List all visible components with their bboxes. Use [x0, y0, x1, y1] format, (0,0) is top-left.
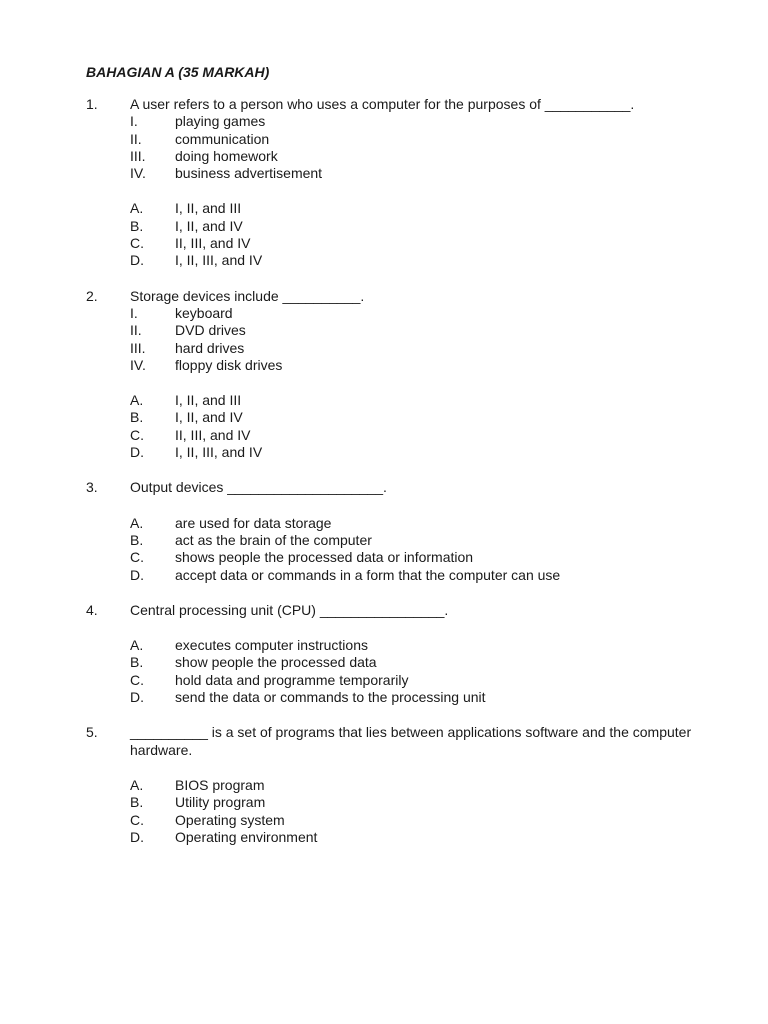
option-text: executes computer instructions: [175, 637, 368, 654]
statement-list: [130, 113, 746, 182]
option-text: Operating system: [175, 811, 285, 828]
exam-page: [86, 62, 746, 864]
statement-text: communication: [175, 130, 270, 147]
statement-item: [130, 148, 746, 165]
option-item[interactable]: [130, 392, 746, 409]
question-text: Storage devices include __________.: [130, 287, 365, 304]
question-text: Output devices ____________________.: [130, 479, 387, 496]
statement-text: keyboard: [175, 304, 233, 321]
option-item[interactable]: [130, 549, 746, 566]
option-label: C.: [130, 671, 144, 688]
option-text: I, II, III, and IV: [175, 444, 263, 461]
option-label: D.: [130, 566, 144, 583]
option-list: [130, 637, 746, 706]
option-item[interactable]: [130, 427, 746, 444]
option-list: [130, 392, 746, 461]
option-label: D.: [130, 252, 144, 269]
option-item[interactable]: [130, 829, 746, 846]
statement-list: [130, 305, 746, 374]
statement-label: IV.: [130, 165, 146, 182]
option-list: [130, 200, 746, 269]
option-label: A.: [130, 392, 144, 409]
statement-label: I.: [130, 113, 138, 130]
question-1: [86, 96, 746, 270]
option-text: I, II, and III: [175, 200, 242, 217]
option-item[interactable]: [130, 672, 746, 689]
question-text: Central processing unit (CPU) ________________.: [130, 601, 449, 618]
statement-item: [130, 322, 746, 339]
section-title: BAHAGIAN A (35 MARKAH): [86, 64, 270, 80]
option-item[interactable]: [130, 637, 746, 654]
option-item[interactable]: [130, 794, 746, 811]
statement-label: IV.: [130, 356, 146, 373]
statement-item: [130, 357, 746, 374]
option-item[interactable]: [130, 812, 746, 829]
option-text: are used for data storage: [175, 514, 332, 531]
option-text: I, II, and IV: [175, 409, 243, 426]
statement-item: [130, 113, 746, 130]
statement-text: playing games: [175, 113, 266, 130]
statement-item: [130, 165, 746, 182]
question-2: [86, 288, 746, 462]
option-label: B.: [130, 794, 144, 811]
option-text: I, II, and III: [175, 392, 242, 409]
statement-text: DVD drives: [175, 322, 246, 339]
option-label: D.: [130, 444, 144, 461]
option-label: A.: [130, 776, 144, 793]
option-label: A.: [130, 637, 144, 654]
option-item[interactable]: [130, 200, 746, 217]
option-item[interactable]: [130, 567, 746, 584]
option-label: C.: [130, 811, 144, 828]
option-item[interactable]: [130, 515, 746, 532]
option-text: BIOS program: [175, 776, 265, 793]
question-number: 3.: [86, 479, 98, 496]
option-item[interactable]: [130, 235, 746, 252]
statement-label: II.: [130, 130, 142, 147]
question-text: A user refers to a person who uses a computer for the purposes of ___________.: [130, 96, 635, 112]
question-number: 2.: [86, 287, 98, 304]
statement-text: business advertisement: [175, 165, 323, 182]
option-item[interactable]: [130, 654, 746, 671]
option-label: C.: [130, 235, 144, 252]
statement-text: floppy disk drives: [175, 356, 283, 373]
option-label: C.: [130, 426, 144, 443]
option-text: accept data or commands in a form that the computer can use: [175, 566, 561, 583]
option-text: Utility program: [175, 794, 266, 811]
option-label: A.: [130, 200, 144, 217]
option-item[interactable]: [130, 409, 746, 426]
option-text: shows people the processed data or information: [175, 549, 474, 566]
option-item[interactable]: [130, 777, 746, 794]
question-text: __________ is a set of programs that lies between applications software and the computer hardware.: [130, 724, 692, 758]
option-label: A.: [130, 514, 144, 531]
option-label: D.: [130, 828, 144, 845]
option-text: I, II, III, and IV: [175, 252, 263, 269]
option-text: show people the processed data: [175, 654, 377, 671]
option-label: B.: [130, 217, 144, 234]
option-text: I, II, and IV: [175, 217, 243, 234]
option-text: II, III, and IV: [175, 426, 251, 443]
question-4: [86, 602, 746, 706]
option-list: [130, 777, 746, 846]
statement-item: [130, 340, 746, 357]
option-item[interactable]: [130, 252, 746, 269]
option-item[interactable]: [130, 444, 746, 461]
option-list: [130, 515, 746, 584]
statement-label: III.: [130, 339, 146, 356]
statement-label: I.: [130, 304, 138, 321]
option-text: send the data or commands to the processing unit: [175, 689, 486, 706]
option-text: Operating environment: [175, 828, 318, 845]
option-text: II, III, and IV: [175, 235, 251, 252]
statement-text: doing homework: [175, 147, 278, 164]
option-label: B.: [130, 654, 144, 671]
statement-item: [130, 305, 746, 322]
statement-label: III.: [130, 147, 146, 164]
option-text: act as the brain of the computer: [175, 531, 372, 548]
option-text: hold data and programme temporarily: [175, 671, 409, 688]
question-number: 1.: [86, 96, 98, 112]
question-number: 5.: [86, 724, 98, 741]
question-5: [86, 724, 746, 846]
question-number: 4.: [86, 601, 98, 618]
statement-item: [130, 131, 746, 148]
option-label: B.: [130, 531, 144, 548]
option-label: C.: [130, 549, 144, 566]
option-label: D.: [130, 689, 144, 706]
option-item[interactable]: [130, 689, 746, 706]
statement-label: II.: [130, 322, 142, 339]
option-item[interactable]: [130, 218, 746, 235]
option-item[interactable]: [130, 532, 746, 549]
question-3: [86, 479, 746, 583]
statement-text: hard drives: [175, 339, 245, 356]
option-label: B.: [130, 409, 144, 426]
